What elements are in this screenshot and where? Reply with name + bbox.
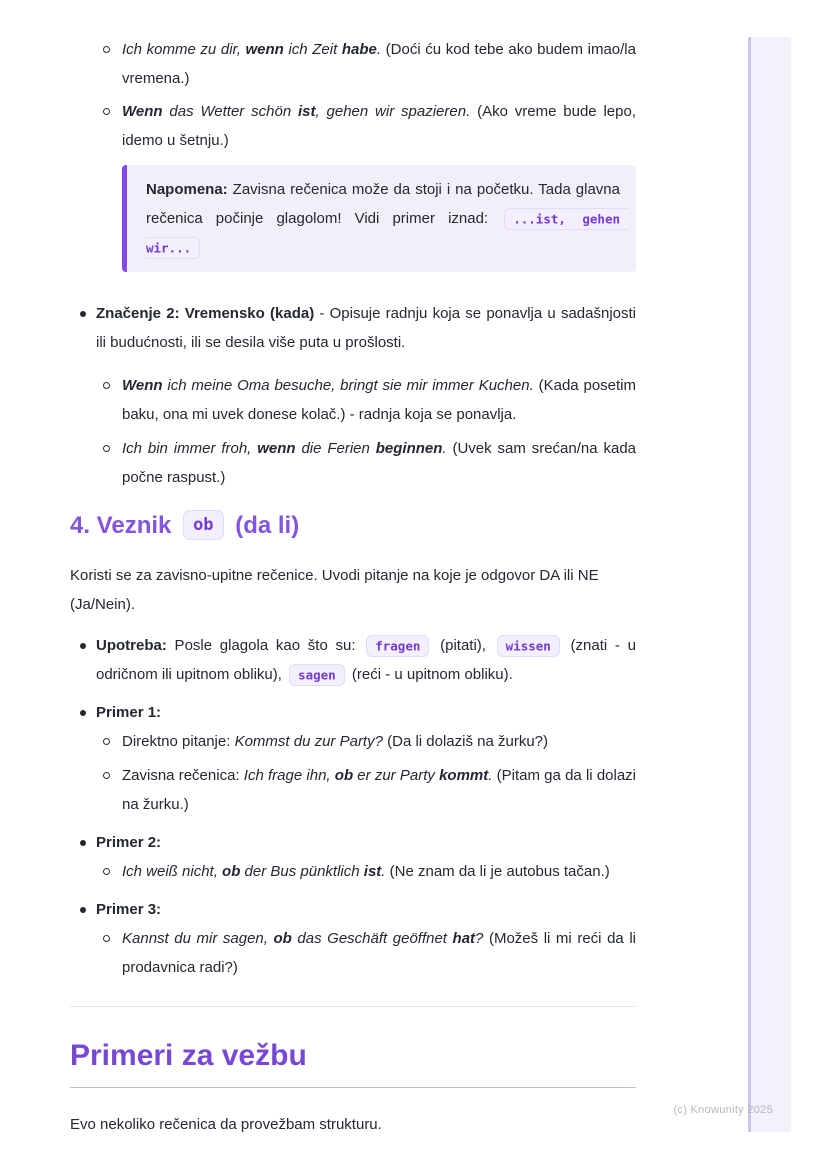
inline-code: wissen bbox=[497, 635, 560, 657]
section-heading-text: 4. Veznik ob (da li) bbox=[70, 512, 300, 539]
example-text: Ich komme zu dir, wenn ich Zeit habe. (Doći ću kod tebe ako budem imao/la vremena.) bbox=[122, 41, 636, 87]
primer-label: Primer 3: bbox=[96, 901, 162, 918]
inline-code: ...ist, gehen wir... bbox=[146, 208, 628, 259]
document-content bbox=[70, 35, 636, 1139]
example-text: Zavisna rečenica: Ich frage ihn, ob er zur Party kommt. (Pitam ga da li dolazi na žurku.) bbox=[122, 767, 637, 813]
primer-sublist bbox=[96, 727, 636, 819]
inline-code: fragen bbox=[366, 635, 429, 657]
list-item bbox=[100, 434, 636, 492]
copyright-note: (c) Knowunity 2025 bbox=[673, 1104, 773, 1116]
next-page-edge-strip bbox=[748, 37, 791, 1132]
practice-intro-paragraph: Evo nekoliko rečenica da provežbam strukturu. bbox=[70, 1116, 382, 1133]
wenn-examples-list bbox=[70, 35, 636, 155]
note-text: Napomena: Zavisna rečenica može da stoji i na početku. Tada glavna rečenica počinje glagolom! Vidi primer iznad: ...ist, gehen wir... bbox=[146, 175, 620, 262]
primer-sublist bbox=[96, 857, 636, 886]
example-text: Direktno pitanje: Kommst du zur Party? (Da li dolaziš na žurku?) bbox=[122, 733, 549, 750]
example-text: Wenn ich meine Oma besuche, bringt sie mir immer Kuchen. (Kada posetim baku, ona mi uvek donese kolač.) - radnja koja se ponavlja. bbox=[122, 377, 636, 423]
section-heading bbox=[70, 507, 636, 544]
usage-and-examples-list bbox=[70, 631, 636, 982]
practice-title-underline bbox=[70, 1087, 636, 1088]
practice-title: Primeri za vežbu bbox=[70, 1039, 307, 1072]
list-item bbox=[100, 35, 636, 93]
meaning-text: Značenje 2: Vremensko (kada) - Opisuje radnju koja se ponavlja u sadašnjosti ili budućnosti, ili se desila više puta u prošlosti. bbox=[96, 305, 637, 351]
example-text: Ich weiß nicht, ob der Bus pünktlich ist. (Ne znam da li je autobus tačan.) bbox=[122, 863, 610, 880]
list-item bbox=[100, 371, 636, 429]
inline-code: ob bbox=[183, 510, 223, 540]
example-text: Wenn das Wetter schön ist, gehen wir spazieren. (Ako vreme bude lepo, idemo u šetnju.) bbox=[122, 103, 636, 149]
list-item bbox=[100, 924, 636, 982]
list-item bbox=[100, 761, 636, 819]
meaning-list bbox=[70, 299, 636, 492]
example-text: Ich bin immer froh, wenn die Ferien beginnen. (Uvek sam srećan/na kada počne raspust.) bbox=[122, 440, 636, 486]
list-item bbox=[100, 857, 636, 886]
primer-sublist bbox=[96, 924, 636, 982]
meaning-examples-list bbox=[96, 371, 636, 492]
list-item bbox=[70, 698, 636, 819]
note-accent-bar bbox=[122, 165, 127, 272]
list-item bbox=[70, 828, 636, 886]
example-text: Kannst du mir sagen, ob das Geschäft geöffnet hat? (Možeš li mi reći da li prodavnica radi?) bbox=[122, 930, 636, 976]
section-divider bbox=[70, 1006, 636, 1007]
list-item bbox=[100, 727, 636, 756]
list-item bbox=[100, 97, 636, 155]
note-box bbox=[122, 165, 636, 272]
list-item bbox=[70, 895, 636, 982]
inline-code: sagen bbox=[289, 664, 345, 686]
primer-label: Primer 2: bbox=[96, 834, 162, 851]
primer-label: Primer 1: bbox=[96, 704, 162, 721]
list-item bbox=[70, 299, 636, 492]
usage-text: Upotreba: Posle glagola kao što su: fragen (pitati), wissen (znati - u odričnom ili upitnom obliku), sagen (reći - u upitnom obliku). bbox=[96, 637, 636, 683]
list-item bbox=[70, 631, 636, 689]
section-intro-paragraph: Koristi se za zavisno-upitne rečenice. Uvodi pitanje na koje je odgovor DA ili NE (Ja/Nein). bbox=[70, 567, 599, 613]
